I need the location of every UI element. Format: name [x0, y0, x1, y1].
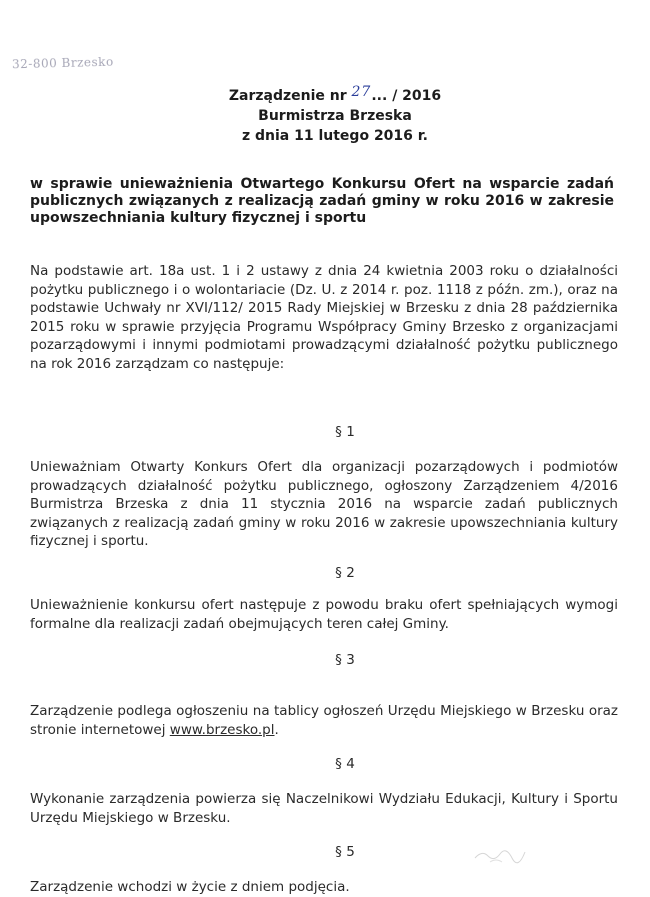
section-4-text: Wykonanie zarządzenia powierza się Naczelnikowi Wydziału Edukacji, Kultury i Sportu Urzędu Miejskiego w Brzesku.: [30, 791, 618, 826]
preamble-paragraph: Na podstawie art. 18a ust. 1 i 2 ustawy z dnia 24 kwietnia 2003 roku o działalności pożytku publicznego i o wolontariacie (Dz. U. z 2014 r. poz. 1118 z późn. zm.), oraz na podstawie Uchwały nr XVI/112/ 2015 Rady Miejskiej w Brzesku z dnia 28 października 2015 roku w sprawie przyjęcia Programu Współpracy Gminy Brzesko z organizacjami pozarządowymi i innymi podmiotami prowadzącymi działalność pożytku publicznego na rok 2016 zarządzam co następuje:: [30, 263, 618, 372]
title-suffix: / 2016: [392, 88, 442, 104]
faint-scribble-mark: [470, 846, 530, 866]
title-prefix: Zarządzenie nr: [228, 88, 347, 104]
section-mark-4: § 4: [335, 756, 355, 772]
document-subject: w sprawie unieważnienia Otwartego Konkursu Ofert na wsparcie zadań publicznych związanych z realizacją zadań gminy w roku 2016 w zakresie upowszechniania kultury fizycznej i sportu: [30, 176, 614, 226]
section-mark-1: § 1: [335, 424, 355, 440]
document-issuer: Burmistrza Brzeska: [258, 108, 412, 124]
section-5-text: Zarządzenie wchodzi w życie z dniem podjęcia.: [30, 879, 350, 895]
section-3-text: Zarządzenie podlega ogłoszeniu na tablicy ogłoszeń Urzędu Miejskiego w Brzesku oraz stronie internetowej www.brzesko.pl.: [30, 703, 618, 738]
section-2-text: Unieważnienie konkursu ofert następuje z powodu braku ofert spełniających wymogi formalne dla realizacji zadań obejmujących teren całej Gminy.: [30, 597, 618, 632]
number-dots: ...: [371, 88, 388, 104]
document-header: [0, 86, 650, 146]
handwritten-number: 27: [351, 84, 372, 100]
document-title: [20, 86, 650, 106]
section-mark-2: § 2: [335, 565, 355, 581]
section-1-text: Unieważniam Otwarty Konkurs Ofert dla organizacji pozarządowych i podmiotów prowadzących działalność pożytku publicznego, ogłoszony Zarządzeniem 4/2016 Burmistrza Brzeska z dnia 11 stycznia 2016 na wsparcie zadań publicznych związanych z realizacją zadań gminy w roku 2016 w zakresie upowszechniania kultury fizycznej i sportu.: [30, 459, 618, 549]
office-stamp: 32-800 Brzesko: [11, 54, 114, 72]
section-mark-5: § 5: [335, 844, 355, 860]
website-link[interactable]: www.brzesko.pl: [169, 721, 275, 738]
section-mark-3: § 3: [335, 652, 355, 668]
document-date: z dnia 11 lutego 2016 r.: [241, 128, 429, 144]
